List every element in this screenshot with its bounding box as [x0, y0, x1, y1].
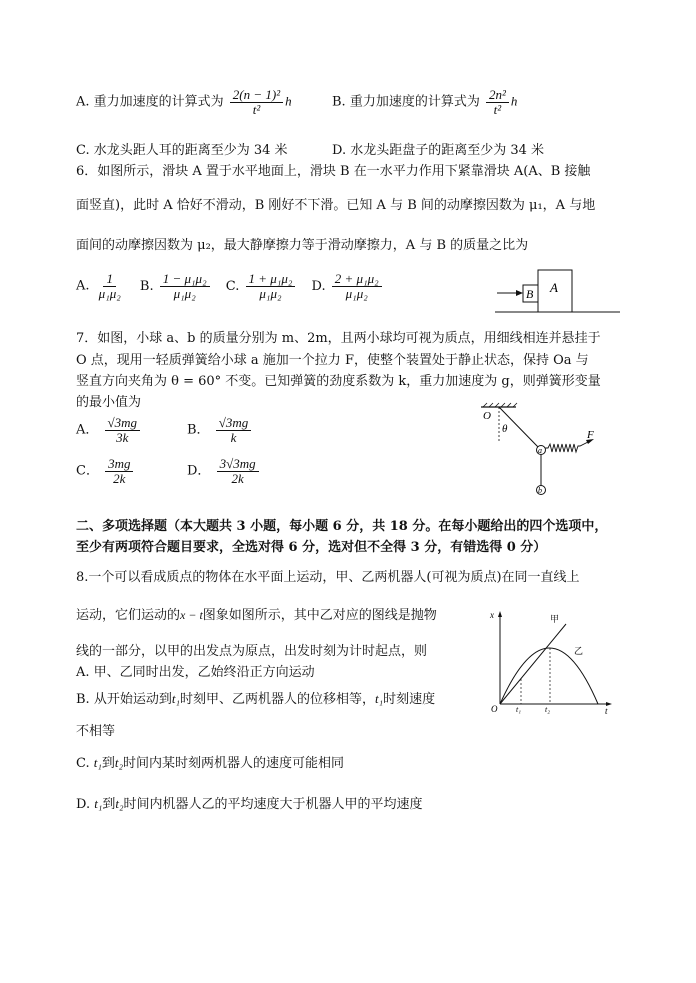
origin-label: O — [491, 704, 498, 714]
q7-option-a: A． $\frac{√3mg}{3k}$ — [76, 416, 142, 444]
jia-label: 甲 — [550, 614, 560, 624]
q5-option-b-fraction: $\frac{\text{2n²}}{\text{t²}}$ — [486, 88, 509, 116]
q7-option-a-fraction: $\frac{√3mg}{3k}$ — [105, 416, 141, 444]
t1-label: t₁ — [516, 705, 522, 714]
q8-xt-graph — [486, 606, 616, 716]
angle-theta-label: θ — [502, 423, 508, 435]
x-axis-arrow — [498, 611, 502, 617]
q6-stem-line3: 面间的动摩擦因数为 μ₂，最大静摩擦力等于滑动摩擦力，A 与 B 的质量之比为 — [76, 238, 529, 253]
q7-option-d-fraction: $\frac{3√3mg}{2k}$ — [217, 457, 259, 485]
q8-option-c: C. t₁到t₂时间内某时刻两机器人的速度可能相同 — [76, 755, 345, 771]
q5-option-c: C. 水龙头距人耳的距离至少为 34 米 — [76, 143, 288, 158]
spring — [545, 442, 588, 452]
axis-x-label: x — [490, 610, 494, 620]
q5-option-d: D. 水龙头距盘子的距离至少为 34 米 — [332, 143, 545, 158]
q7-option-b-fraction: $\frac{√3mg}{k}$ — [216, 416, 252, 444]
force-f-label: F — [587, 429, 594, 441]
section2-heading-line1: 二、多项选择题（本大题共 3 小题，每小题 6 分，共 18 分。在每小题给出的四个选项中， — [76, 519, 608, 534]
block-b-label: B — [526, 287, 534, 301]
section2-heading-line2: 至少有两项符合题目要求，全选对得 6 分，选对但不全得 3 分，有错选得 0 分） — [76, 540, 547, 555]
axis-t-label: t — [605, 706, 608, 716]
t2-label: t₂ — [545, 705, 551, 714]
q6-option-b-fraction: $\frac{\text{1 − μ₁μ₂}}{\text{μ₁μ₂}}$ — [160, 272, 210, 300]
q8-option-b: B. 从开始运动到t₁时刻甲、乙两机器人的位移相等，t₁时刻速度 — [76, 691, 436, 707]
q8-stem-line3: 线的一部分，以甲的出发点为原点，出发时刻为计时起点，则 — [76, 644, 428, 659]
q8-stem-line2: 运动，它们运动的x − t图象如图所示，其中乙对应的图线是抛物 — [76, 608, 437, 623]
ceiling-hatch — [483, 403, 517, 407]
ball-a-label: a — [538, 446, 542, 455]
q6-option-c-fraction: $\frac{\text{1 + μ₁μ₂}}{\text{μ₁μ₂}}$ — [246, 272, 296, 300]
q8-option-b-continued: 不相等 — [76, 724, 116, 739]
q7-figure — [476, 402, 606, 498]
block-a-label: A — [550, 280, 558, 295]
q6-option-a-fraction: $\frac{1}{\text{μ₁μ₂}}$ — [98, 271, 121, 301]
q6-figure — [495, 264, 625, 314]
curve-yi — [500, 648, 598, 704]
q6-option-d-fraction: $\frac{\text{2 + μ₁μ₂}}{\text{μ₁μ₂}}$ — [332, 272, 382, 300]
q7-stem-line4: 的最小值为 — [76, 395, 142, 410]
yi-label: 乙 — [574, 646, 584, 656]
q6-options: A. $\frac{1}{\text{μ₁μ₂}}$ B. $\frac{\text{1 − μ₁μ₂}}{\text{μ₁μ₂}}$ C. $\frac{\text{1 + μ₁μ₂}}{\text{μ₁μ₂}}$ D. $\frac{\text{2 + μ₁μ₂}}{\text{μ₁μ₂}}$ — [76, 272, 384, 300]
q8-stem-line1: 8.一个可以看成质点的物体在水平面上运动，甲、乙两机器人(可视为质点)在同一直线上 — [76, 570, 580, 585]
q5-option-a-fraction: $\frac{\text{2(n − 1)²}}{\text{t²}}$ — [230, 88, 283, 116]
point-o-label: O — [483, 410, 491, 422]
q8-option-d: D. t₁到t₂时间内机器人乙的平均速度大于机器人甲的平均速度 — [76, 796, 423, 812]
q6-stem-line2: 面竖直)，此时 A 恰好不滑动，B 刚好不下滑。已知 A 与 B 间的动摩擦因数为 μ₁，A 与地 — [76, 198, 596, 213]
q7-stem-line1: 7．如图，小球 a、b 的质量分别为 m、2m，且两小球均可视为质点，用细线相连并悬挂于 — [76, 331, 601, 346]
line-jia — [500, 624, 566, 704]
q6-stem-line1: 6．如图所示，滑块 A 置于水平地面上，滑块 B 在一水平力作用下紧靠滑块 A(A、B 接触 — [76, 164, 591, 179]
q7-stem-line2: O 点，现用一轻质弹簧给小球 a 施加一个拉力 F，使整个装置处于静止状态，保持 Oa 与 — [76, 353, 589, 368]
q5-option-a: A. 重力加速度的计算式为 $\frac{\text{2(n − 1)²}}{\text{t²}}$ h — [76, 87, 292, 117]
q7-stem-line3: 竖直方向夹角为 θ = 60° 不变。已知弹簧的劲度系数为 k，重力加速度为 g，则弹簧形变量 — [76, 374, 601, 389]
q7-option-c-fraction: $\frac{3mg}{2k}$ — [105, 457, 133, 485]
q7-option-c: C． $\frac{3mg}{2k}$ — [76, 457, 135, 485]
force-arrow-head — [516, 290, 523, 296]
ball-b-label: b — [538, 486, 542, 495]
q7-option-b: B． $\frac{√3mg}{k}$ — [187, 416, 253, 444]
q8-option-a: A. 甲、乙同时出发，乙始终沿正方向运动 — [76, 665, 315, 680]
q5-option-b: B. 重力加速度的计算式为 $\frac{\text{2n²}}{\text{t²}}$ h — [332, 87, 518, 117]
q7-option-d: D． $\frac{3√3mg}{2k}$ — [187, 457, 261, 485]
